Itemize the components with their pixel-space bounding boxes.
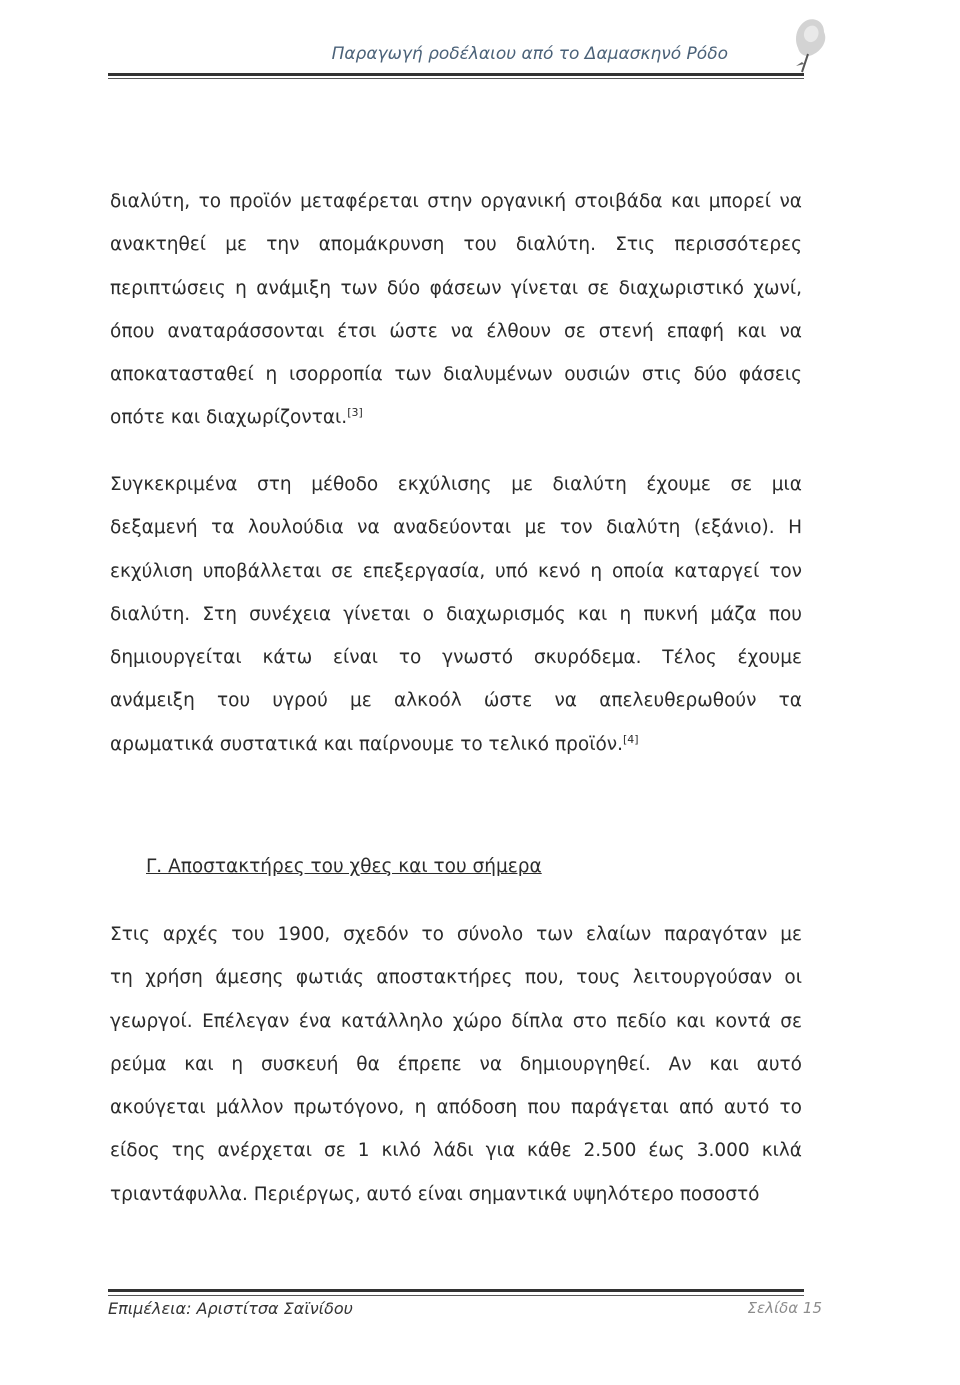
paragraph-line: ακούγεται μάλλον πρωτόγονο, η απόδοση που παράγεται από αυτό το: [110, 1097, 802, 1119]
paragraph-line: αποκατασταθεί η ισορροπία των διαλυμένων ουσιών στις δύο φάσεις: [110, 364, 802, 386]
paragraph-line: Συγκεκριμένα στη μέθοδο εκχύλισης με διαλύτη έχουμε σε μια: [110, 474, 802, 495]
footer-editor: Επιμέλεια: Αριστίτσα Σαϊνίδου: [108, 1299, 353, 1318]
header-rule: [108, 73, 804, 76]
paragraph-line: ανάμειξη του υγρού με αλκοόλ ώστε να απελευθερωθούν τα: [110, 690, 802, 712]
paragraph-last-line: [110, 723, 802, 766]
paragraph-2: [110, 463, 802, 766]
paragraph-line-text: οπότε και διαχωρίζονται.: [110, 407, 348, 429]
paragraph-line: εκχύλιση υποβάλλεται σε επεξεργασία, υπό κενό η οποία καταργεί τον: [110, 560, 802, 582]
paragraph-3: [110, 913, 802, 1216]
page-number: Σελίδα 15: [747, 1299, 822, 1317]
paragraph-line: διαλύτη. Στη συνέχεια γίνεται ο διαχωρισμός και η πυκνή μάζα που: [110, 603, 802, 625]
paragraph-last-line: [110, 396, 802, 439]
paragraph-1: [110, 180, 802, 440]
paragraph-line: δημιουργείται κάτω είναι το γνωστό σκυρόδεμα. Τέλος έχουμε: [110, 647, 802, 669]
paragraph-line: περιπτώσεις η ανάμιξη των δύο φάσεων γίνεται σε διαχωριστικό χωνί,: [110, 277, 802, 299]
paragraph-line: είδος της ανέρχεται σε 1 κιλό λάδι για κάθε 2.500 έως 3.000 κιλά: [110, 1140, 802, 1162]
paragraph-line: Στις αρχές του 1900, σχεδόν το σύνολο των ελαίων παραγόταν με: [110, 924, 802, 945]
paragraph-line: ρεύμα και η συσκευή θα έπρεπε να δημιουργηθεί. Αν και αυτό: [110, 1053, 802, 1075]
paragraph-line: διαλύτη, το προϊόν μεταφέρεται στην οργανική στοιβάδα και μπορεί να: [110, 191, 802, 212]
paragraph-line-text: αρωματικά συστατικά και παίρνουμε το τελικό προϊόν.: [110, 733, 623, 755]
paragraph-line: τριαντάφυλλα. Περιέργως, αυτό είναι σημαντικά υψηλότερο ποσοστό: [110, 1183, 760, 1205]
paragraph-line: γεωργοί. Επέλεγαν ένα κατάλληλο χώρο δίπλα στο πεδίο και κοντά σε: [110, 1010, 802, 1032]
footer-rule-thin: [108, 1295, 804, 1296]
paragraph-line: τη χρήση άμεσης φωτιάς αποστακτήρες που, τους λειτουργούσαν οι: [110, 967, 802, 989]
paragraph-line: δεξαμενή τα λουλούδια να αναδεύονται με τον διαλύτη (εξάνιο). Η: [110, 517, 802, 539]
section-heading: Γ. Αποστακτήρες του χθες και του σήμερα: [146, 856, 542, 877]
paragraph-line: όπου αναταράσσονται έτσι ώστε να έλθουν σε στενή επαφή και να: [110, 320, 802, 342]
header-title: Παραγωγή ροδέλαιου από το Δαμασκηνό Ρόδο: [331, 44, 728, 64]
header-rule-thin: [108, 78, 804, 79]
citation-3: [3]: [347, 406, 363, 420]
rose-icon: [774, 14, 840, 76]
paragraph-line: ανακτηθεί με την απομάκρυνση του διαλύτη. Στις περισσότερες: [110, 234, 802, 256]
citation-4: [4]: [623, 732, 639, 746]
footer-rule: [108, 1289, 804, 1292]
